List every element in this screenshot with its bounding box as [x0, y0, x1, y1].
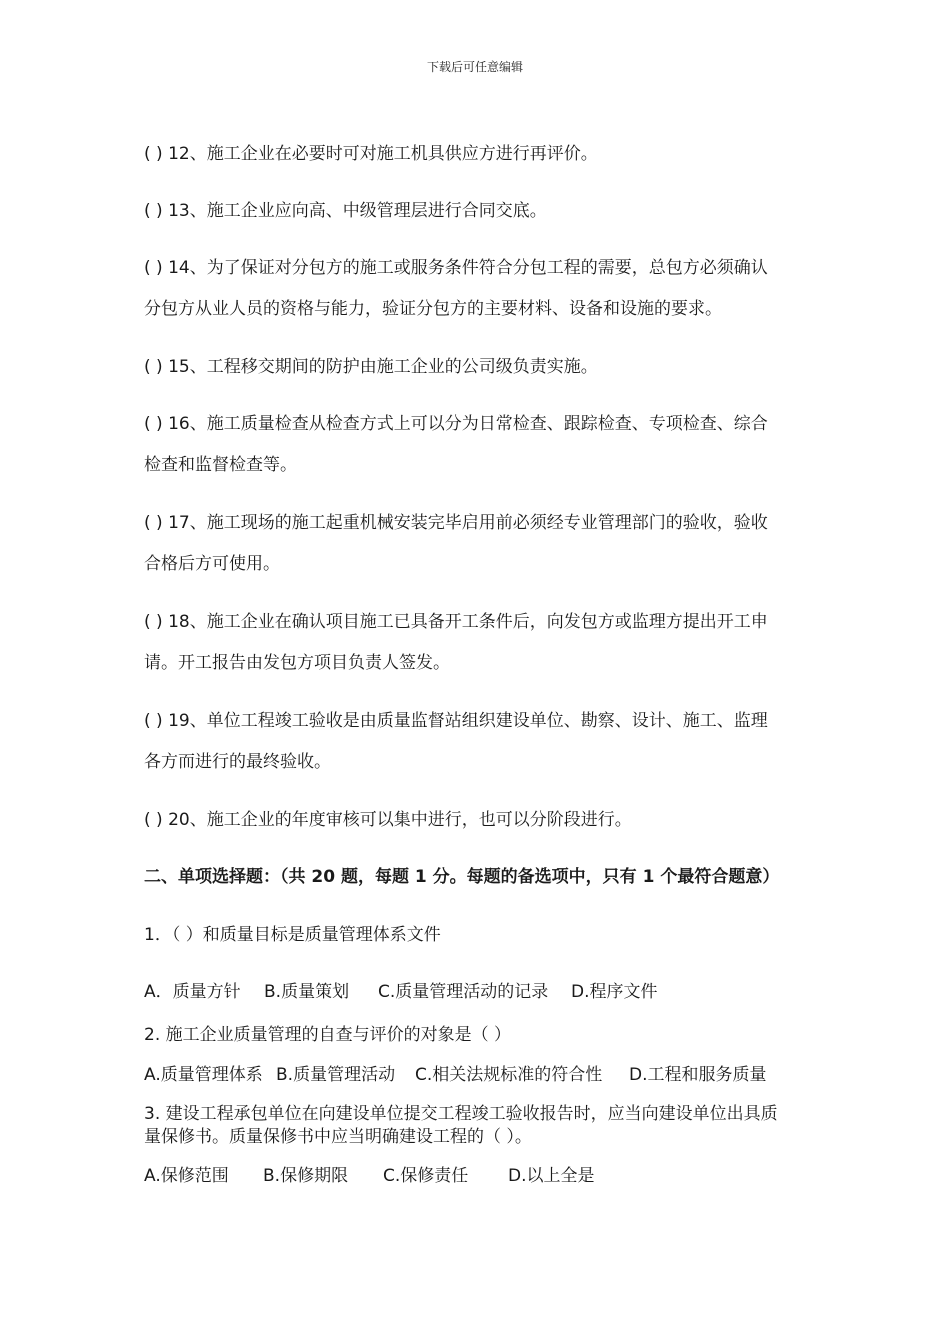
judge-item-17-line-1: ( ) 17、施工现场的施工起重机械安装完毕启用前必须经专业管理部门的验收，验收: [144, 513, 768, 533]
judge-item-17-line-2: 合格后方可使用。: [144, 554, 280, 574]
choice-question-1: 1．（ ）和质量目标是质量管理体系文件: [144, 925, 441, 945]
judge-item-16-line-2: 检查和监督检查等。: [144, 455, 297, 475]
judge-item-18-line-1: ( ) 18、施工企业在确认项目施工已具备开工条件后，向发包方或监理方提出开工申: [144, 612, 768, 632]
option-d: D.工程和服务质量: [629, 1065, 767, 1085]
page-header: 下载后可任意编辑: [426, 60, 523, 74]
choice-question-3-line-2: 量保修书。质量保修书中应当明确建设工程的（ ）。: [144, 1127, 532, 1147]
judge-item-14-line-2: 分包方从业人员的资格与能力，验证分包方的主要材料、设备和设施的要求。: [144, 299, 722, 319]
choice-options-3: [144, 1166, 824, 1186]
option-a: A.保修范围: [144, 1166, 229, 1186]
option-c: C.质量管理活动的记录: [378, 982, 549, 1002]
judge-item-18-line-2: 请。开工报告由发包方项目负责人签发。: [144, 653, 450, 673]
judge-item-19-line-2: 各方而进行的最终验收。: [144, 752, 331, 772]
judge-item-14-line-1: ( ) 14、为了保证对分包方的施工或服务条件符合分包工程的需要，总包方必须确认: [144, 258, 768, 278]
option-a: A.质量管理体系: [144, 1065, 263, 1085]
judge-item-15-line-1: ( ) 15、工程移交期间的防护由施工企业的公司级负责实施。: [144, 357, 598, 377]
option-d: D.程序文件: [571, 982, 658, 1002]
judge-item-13-line-1: ( ) 13、施工企业应向高、中级管理层进行合同交底。: [144, 201, 547, 221]
option-b: B.质量策划: [264, 982, 350, 1002]
option-c: C.保修责任: [383, 1166, 469, 1186]
option-b: B.保修期限: [263, 1166, 349, 1186]
judge-item-16-line-1: ( ) 16、施工质量检查从检查方式上可以分为日常检查、跟踪检查、专项检查、综合: [144, 414, 768, 434]
section-two-title: 二、单项选择题：（共 20 题，每题 1 分。每题的备选项中，只有 1 个最符合题意）: [144, 867, 780, 887]
judge-item-12-line-1: ( ) 12、施工企业在必要时可对施工机具供应方进行再评价。: [144, 144, 598, 164]
option-d: D.以上全是: [508, 1166, 595, 1186]
judge-item-19-line-1: ( ) 19、单位工程竣工验收是由质量监督站组织建设单位、勘察、设计、施工、监理: [144, 711, 768, 731]
choice-question-2: 2. 施工企业质量管理的自查与评价的对象是（ ）: [144, 1025, 512, 1045]
judge-item-20-line-1: ( ) 20、施工企业的年度审核可以集中进行，也可以分阶段进行。: [144, 810, 632, 830]
choice-options-2: [144, 1065, 824, 1085]
choice-options-1: [144, 982, 824, 1002]
option-b: B.质量管理活动: [276, 1065, 396, 1085]
choice-question-3-line-1: 3. 建设工程承包单位在向建设单位提交工程竣工验收报告时，应当向建设单位出具质: [144, 1104, 778, 1124]
option-c: C.相关法规标准的符合性: [415, 1065, 603, 1085]
option-a: A．质量方针: [144, 982, 241, 1002]
